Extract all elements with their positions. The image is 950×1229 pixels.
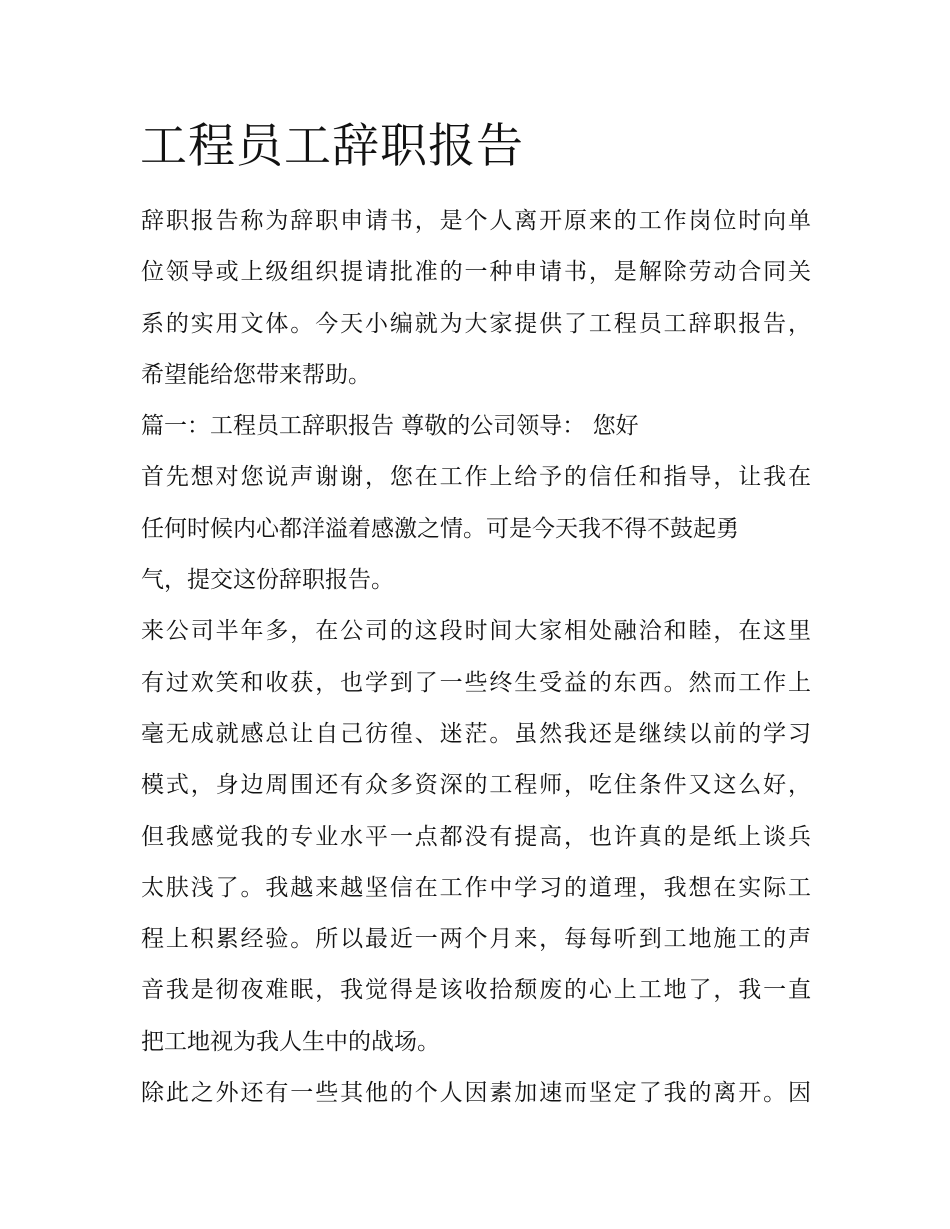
text-line: 系的实用文体。今天小编就为大家提供了工程员工辞职报告， — [141, 310, 811, 337]
text-line: 模式，身边周围还有众多资深的工程师，吃住条件又这么好， — [141, 772, 811, 799]
text-line: 毫无成就感总让自己彷徨、迷茫。虽然我还是继续以前的学习 — [141, 720, 811, 747]
text-line: 音我是彻夜难眠，我觉得是该收拾颓废的心上工地了，我一直 — [141, 977, 811, 1004]
text-line: 首先想对您说声谢谢，您在工作上给予的信任和指导，让我在 — [141, 464, 811, 491]
text-line: 来公司半年多，在公司的这段时间大家相处融洽和睦，在这里 — [141, 618, 811, 645]
text-line: 有过欢笑和收获，也学到了一些终生受益的东西。然而工作上 — [141, 669, 811, 696]
text-line: 除此之外还有一些其他的个人因素加速而坚定了我的离开。因 — [141, 1080, 811, 1107]
text-line: 程上积累经验。所以最近一两个月来，每每听到工地施工的声 — [141, 926, 811, 953]
text-line: 太肤浅了。我越来越坚信在工作中学习的道理，我想在实际工 — [141, 874, 811, 901]
text-line: 篇一：工程员工辞职报告 尊敬的公司领导： 您好 — [141, 413, 639, 440]
text-line: 位领导或上级组织提请批准的一种申请书，是解除劳动合同关 — [141, 259, 811, 286]
text-line: 希望能给您带来帮助。 — [141, 361, 371, 388]
text-line: 把工地视为我人生中的战场。 — [141, 1028, 440, 1055]
text-line: 气，提交这份辞职报告。 — [141, 567, 394, 594]
text-line: 但我感觉我的专业水平一点都没有提高，也许真的是纸上谈兵 — [141, 823, 811, 850]
text-line: 辞职报告称为辞职申请书，是个人离开原来的工作岗位时向单 — [141, 208, 811, 234]
text-line: 任何时候内心都洋溢着感激之情。可是今天我不得不鼓起勇 — [141, 515, 739, 542]
document-title: 工程员工辞职报告 — [140, 119, 524, 174]
document-body — [141, 196, 821, 1119]
